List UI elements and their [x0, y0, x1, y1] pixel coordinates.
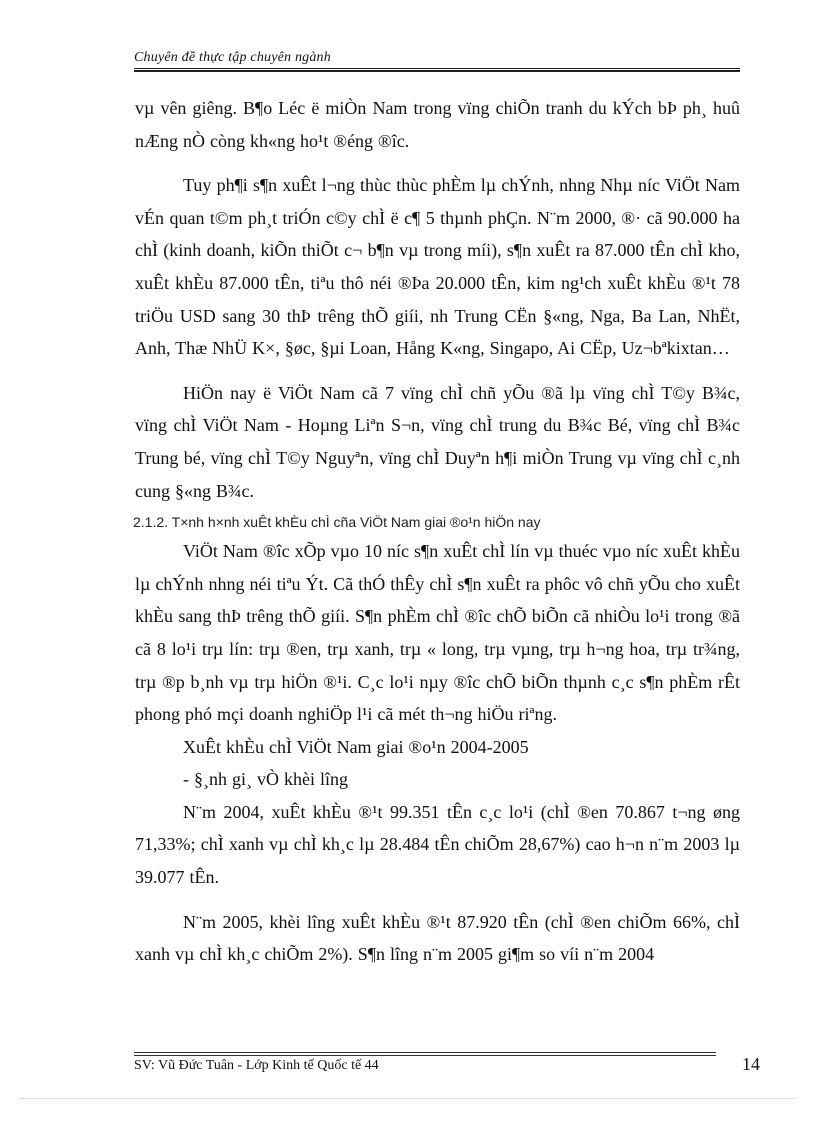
body-text	[135, 92, 740, 983]
page-edge-dotted	[20, 1098, 796, 1099]
paragraph-tea-regions: HiÖn nay ë ViÖt Nam cã 7 vïng chÌ chñ yÕu ®ã lµ vïng chÌ T©y B¾c, vïng chÌ ViÖt Nam - Hoµng Liªn S¬n, vïng chÌ trung du B¾c Bé, vïng chÌ B¾c Trung bé, vïng chÌ T©y Nguyªn, vïng chÌ Duyªn h¶i miÒn Trung vµ vïng chÌ c¸nh cung §«ng B¾c.	[135, 382, 740, 501]
subheading-volume: - §¸nh gi¸ vÒ khèi lîng	[183, 769, 348, 790]
footer-rule-second	[134, 1055, 716, 1056]
paragraph-2004: N¨m 2004, xuÊt khÈu ®¹t 99.351 tÊn c¸c lo¹i (chÌ ®en 70.867 t¬ng øng 71,33%; chÌ xanh vµ chÌ kh¸c lµ 28.484 tÊn chiÕm 28,67%) cao h¬n n¨m 2003 lµ 39.077 tÊn.	[135, 801, 740, 888]
paragraph-production: Tuy ph¶i s¶n xuÊt l¬ng thùc thùc phÈm lµ chÝnh, nhng Nhµ níc ViÖt Nam vÉn quan t©m ph¸t triÓn c©y chÌ ë c¶ 5 thµnh phÇn. N¨m 2000, ®· cã 90.000 ha chÌ (kinh doanh, kiÕn thiÕt c¬ b¶n vµ trong míi), s¶n xuÊt ra 87.000 tÊn chÌ kho, xuÊt khÈu 87.000 tÊn, tiªu thô néi ®Þa 20.000 tÊn, kim ng¹ch xuÊt khÈu ®¹t 78 triÖu USD sang 30 thÞ trêng thÕ giíi, nh Trung CËn §«ng, Nga, Ba Lan, NhËt, Anh, Thæ NhÜ K×, §øc, §µi Loan, Hång K«ng, Singapo, Ai CËp, Uz¬bªkixtan…	[135, 175, 740, 359]
section-heading: 2.1.2. T×nh h×nh xuÊt khÈu chÌ cña ViÖt Nam giai ®o¹n hiÖn nay	[133, 514, 541, 531]
footer-student-info: SV: Vũ Đức Tuân - Lớp Kinh tế Quốc tế 44	[134, 1058, 379, 1073]
running-header: Chuyên đề thực tập chuyên ngành	[134, 50, 331, 65]
header-rule-thick	[134, 70, 740, 72]
paragraph-continuation: vµ vên giêng. B¶o Léc ë miÒn Nam trong vïng chiÕn tranh du kÝch bÞ ph¸ huû nÆng nÒ còng kh«ng ho¹t ®éng ®îc.	[135, 98, 740, 151]
paragraph-2005: N¨m 2005, khèi lîng xuÊt khÈu ®¹t 87.920 tÊn (chÌ ®en chiÕm 66%, chÌ xanh vµ chÌ kh¸c chiÕm 2%). S¶n lîng n¨m 2005 gi¶m so víi n¨m 2004	[135, 911, 740, 965]
header-rule	[134, 68, 740, 69]
subheading-export-period: XuÊt khÈu chÌ ViÖt Nam giai ®o¹n 2004-2005	[183, 736, 529, 757]
paragraph-export-overview: ViÖt Nam ®îc xÕp vµo 10 níc s¶n xuÊt chÌ lín vµ thuéc vµo níc xuÊt khÈu lµ chÝnh nhng néi tiªu Ýt. Cã thÓ thÊy chÌ s¶n xuÊt ra phôc vô chñ yÕu cho xuÊt khÈu sang thÞ trêng thÕ giíi. S¶n phÈm chÌ ®îc chÕ biÕn cã nhiÒu lo¹i trong ®ã cã 8 lo¹i trµ lín: trµ ®en, trµ xanh, trµ « long, trµ vµng, trµ h¬ng hoa, trµ tr¾ng, trµ ®p b¸nh vµ trµ hiÖn ®¹i. C¸c lo¹i nµy ®îc chÕ biÕn thµnh c¸c s¶n phÈm rÊt phong phó mçi doanh nghiÖp l¹i cã mét th¬ng hiÖu riªng.	[135, 541, 740, 725]
footer-rule	[134, 1052, 716, 1053]
page-number: 14	[742, 1054, 760, 1074]
